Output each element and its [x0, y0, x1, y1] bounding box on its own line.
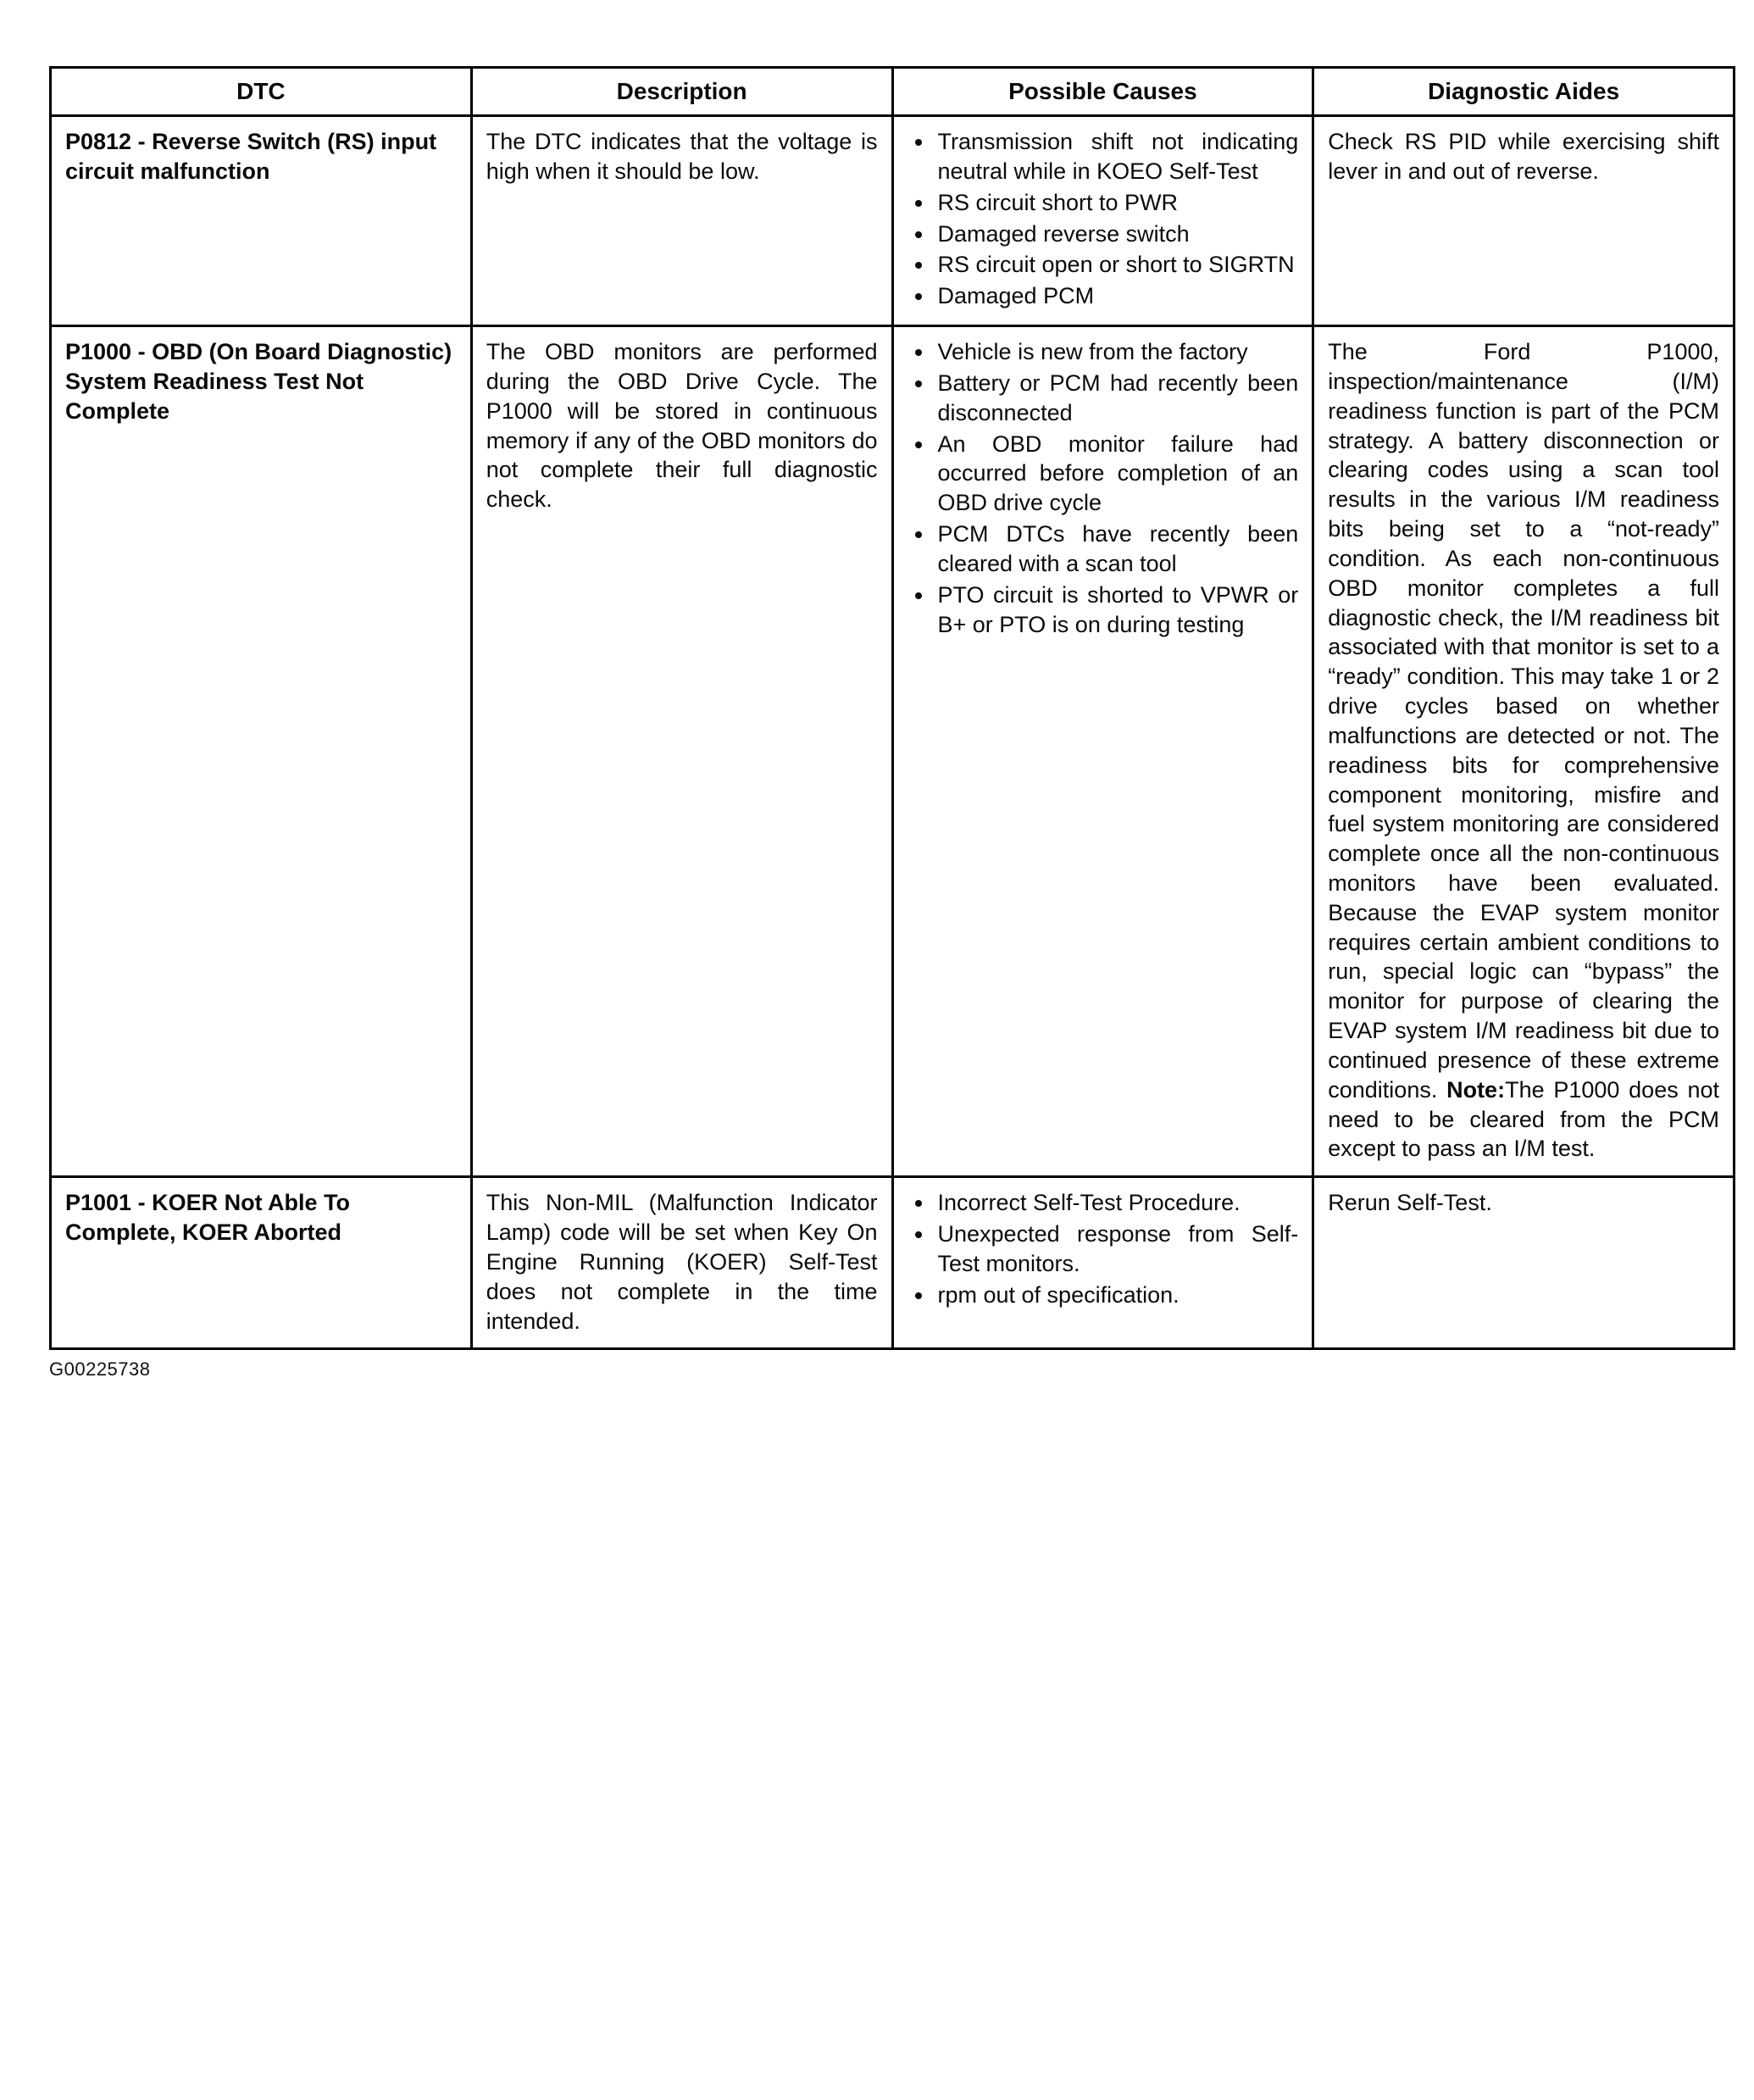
cause-item: • Unexpected response from Self-Test monitors. — [935, 1219, 1299, 1279]
header-diagnostic-aides: Diagnostic Aides — [1313, 68, 1735, 116]
dtc-cell: P1000 - OBD (On Board Diagnostic) System Readiness Test Not Complete — [51, 326, 472, 1177]
dtc-cell: P0812 - Reverse Switch (RS) input circuit malfunction — [51, 116, 472, 326]
cause-item: • Battery or PCM had recently been disconnected — [935, 369, 1299, 428]
causes-cell — [892, 326, 1313, 1177]
cause-item: • PTO circuit is shorted to VPWR or B+ or PTO is on during testing — [935, 581, 1299, 640]
description-cell: The DTC indicates that the voltage is high when it should be low. — [471, 116, 892, 326]
table-row-p0812 — [51, 116, 1735, 326]
header-possible-causes: Possible Causes — [892, 68, 1313, 116]
table-row-p1000 — [51, 326, 1735, 1177]
note-label: Note: — [1446, 1076, 1506, 1103]
header-description: Description — [471, 68, 892, 116]
header-dtc: DTC — [51, 68, 472, 116]
causes-cell — [892, 116, 1313, 326]
cause-item: • An OBD monitor failure had occurred before completion of an OBD drive cycle — [935, 430, 1299, 518]
aides-cell — [1313, 326, 1735, 1177]
cause-item: • Incorrect Self-Test Procedure. — [935, 1188, 1299, 1218]
figure-id: G00225738 — [49, 1358, 151, 1381]
aides-text: Check RS PID while exercising shift lever in and out of reverse. — [1328, 129, 1719, 184]
description-cell: This Non-MIL (Malfunction Indicator Lamp) code will be set when Key On Engine Running (KOER) Self-Test does not complete in the time intended. — [471, 1177, 892, 1349]
aides-cell — [1313, 116, 1735, 326]
dtc-table — [49, 66, 1735, 1350]
aides-text: The Ford P1000, inspection/maintenance (I/M) readiness function is part of the PCM strategy. A battery disconnection or clearing codes using a scan tool results in the various I/M readiness bits being set to a “not-ready” condition. As each non-continuous OBD monitor completes a full diagnostic check, the I/M readiness bit associated with that monitor is set to a “ready” condition. This may take 1 or 2 drive cycles based on whether malfunctions are detected or not. The readiness bits for comprehensive component monitoring, misfire and fuel system monitoring are considered complete once all the non-continuous monitors have been evaluated. Because the EVAP system monitor requires certain ambient conditions to run, special logic can “bypass” the monitor for purpose of clearing the EVAP system I/M readiness bit due to continued presence of these extreme conditions. — [1328, 339, 1719, 1103]
note-text: The P1000 does not need to be cleared from the PCM except to pass an I/M test. — [1328, 1076, 1719, 1162]
dtc-cell: P1001 - KOER Not Able To Complete, KOER Aborted — [51, 1177, 472, 1349]
causes-list — [908, 127, 1299, 311]
header-row — [51, 68, 1735, 116]
aides-cell — [1313, 1177, 1735, 1349]
cause-item: • rpm out of specification. — [935, 1281, 1299, 1310]
cause-item: • RS circuit short to PWR — [935, 188, 1299, 218]
causes-list — [908, 337, 1299, 639]
causes-cell — [892, 1177, 1313, 1349]
document-page — [49, 66, 1735, 1381]
cause-item: • Transmission shift not indicating neutral while in KOEO Self-Test — [935, 127, 1299, 186]
causes-list — [908, 1188, 1299, 1309]
aides-text: Rerun Self-Test. — [1328, 1190, 1492, 1216]
cause-item: • PCM DTCs have recently been cleared with a scan tool — [935, 519, 1299, 579]
cause-item: • Vehicle is new from the factory — [935, 337, 1299, 367]
cause-item: • Damaged PCM — [935, 281, 1299, 311]
cause-item: • RS circuit open or short to SIGRTN — [935, 250, 1299, 280]
table-row-p1001 — [51, 1177, 1735, 1349]
description-cell: The OBD monitors are performed during the OBD Drive Cycle. The P1000 will be stored in continuous memory if any of the OBD monitors do not complete their full diagnostic check. — [471, 326, 892, 1177]
cause-item: • Damaged reverse switch — [935, 219, 1299, 249]
